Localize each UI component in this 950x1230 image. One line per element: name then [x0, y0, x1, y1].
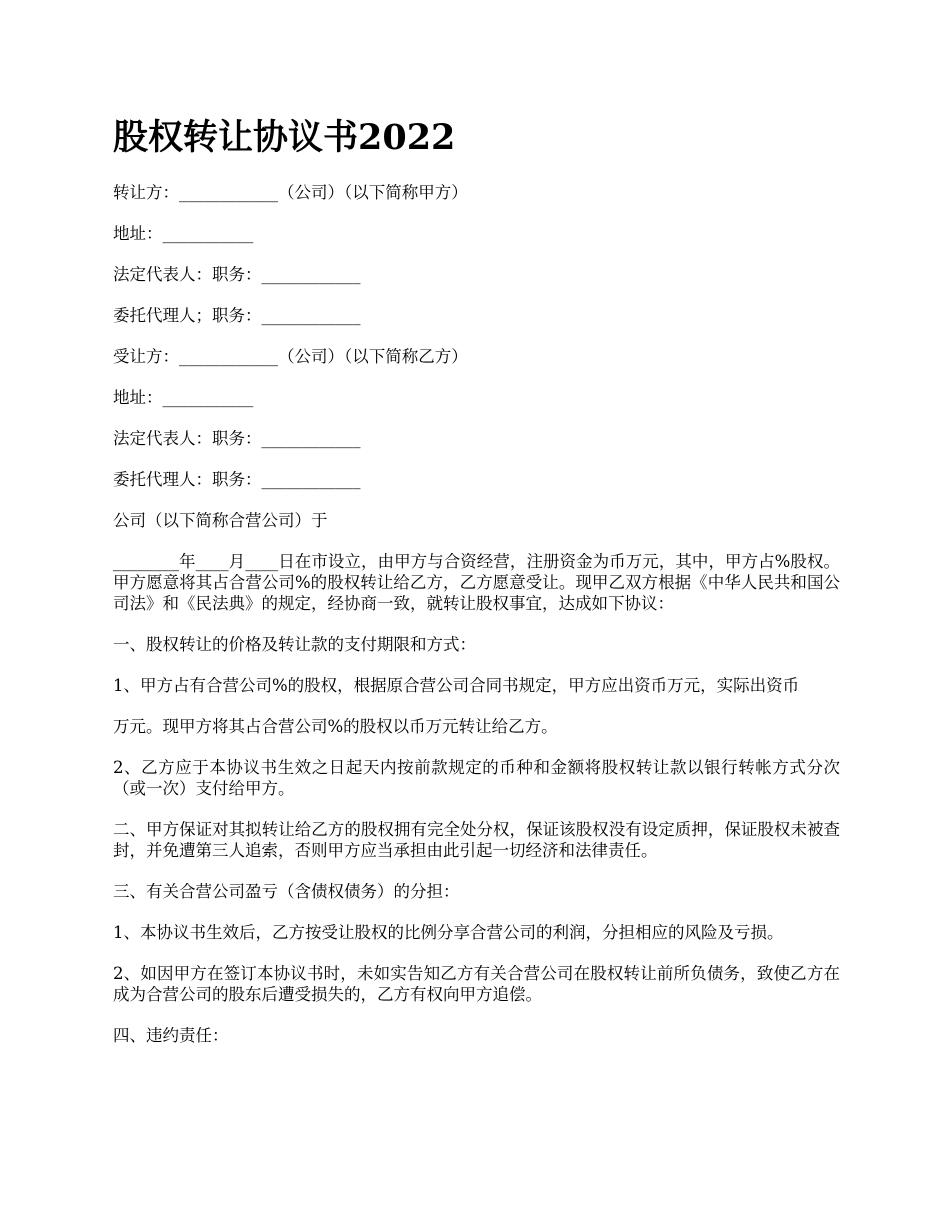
section-2-warranty: 二、甲方保证对其拟转让给乙方的股权拥有完全处分权，保证该股权没有设定质押，保证股权未被查封，并免遭第三人追索，否则甲方应当承担由此引起一切经济和法律责任。	[113, 820, 840, 860]
section-heading-profit-loss: 三、有关合营公司盈亏（含债权债务）的分担：	[113, 882, 460, 901]
document-page	[113, 108, 840, 1066]
preamble-paragraph: ________年____月____日在市设立，由甲方与合资经营，注册资金为币万元，其中，甲方占%股权。甲方愿意将其占合营公司%的股权转让给乙方，乙方愿意受让。现甲乙双方根据《中华人民共和国公司法》和《民法典》的规定，经协商一致，就转让股权事宜，达成如下协议：	[113, 552, 840, 613]
company-intro-line: 公司（以下简称合营公司）于	[113, 511, 328, 530]
transferor-agent-line: 委托代理人；职务：____________	[113, 306, 361, 325]
clause-1-1-continued: 万元。现甲方将其占合营公司%的股权以币万元转让给乙方。	[113, 717, 558, 736]
document-title: 股权转让协议书2022	[113, 117, 456, 158]
clause-3-1: 1、本协议书生效后，乙方按受让股权的比例分享合营公司的利润，分担相应的风险及亏损。	[113, 923, 784, 942]
transferor-line: 转让方：____________（公司）（以下简称甲方）	[113, 183, 468, 202]
clause-1-2: 2、乙方应于本协议书生效之日起天内按前款规定的币种和金额将股权转让款以银行转帐方式分次（或一次）支付给甲方。	[113, 758, 840, 798]
section-heading-price-payment: 一、股权转让的价格及转让款的支付期限和方式：	[113, 635, 476, 654]
transferee-legal-rep-line: 法定代表人：职务：____________	[113, 429, 361, 448]
transferor-legal-rep-line: 法定代表人：职务：____________	[113, 265, 361, 284]
section-heading-breach: 四、违约责任：	[113, 1026, 229, 1045]
transferee-line: 受让方：____________（公司）（以下简称乙方）	[113, 347, 468, 366]
clause-3-2: 2、如因甲方在签订本协议书时，未如实告知乙方有关合营公司在股权转让前所负债务，致使乙方在成为合营公司的股东后遭受损失的，乙方有权向甲方追偿。	[113, 964, 840, 1004]
transferor-address-line: 地址：___________	[113, 224, 254, 243]
clause-1-1: 1、甲方占有合营公司%的股权，根据原合营公司合同书规定，甲方应出资币万元，实际出资币	[113, 676, 800, 695]
transferee-agent-line: 委托代理人：职务：____________	[113, 470, 361, 489]
transferee-address-line: 地址：___________	[113, 388, 254, 407]
